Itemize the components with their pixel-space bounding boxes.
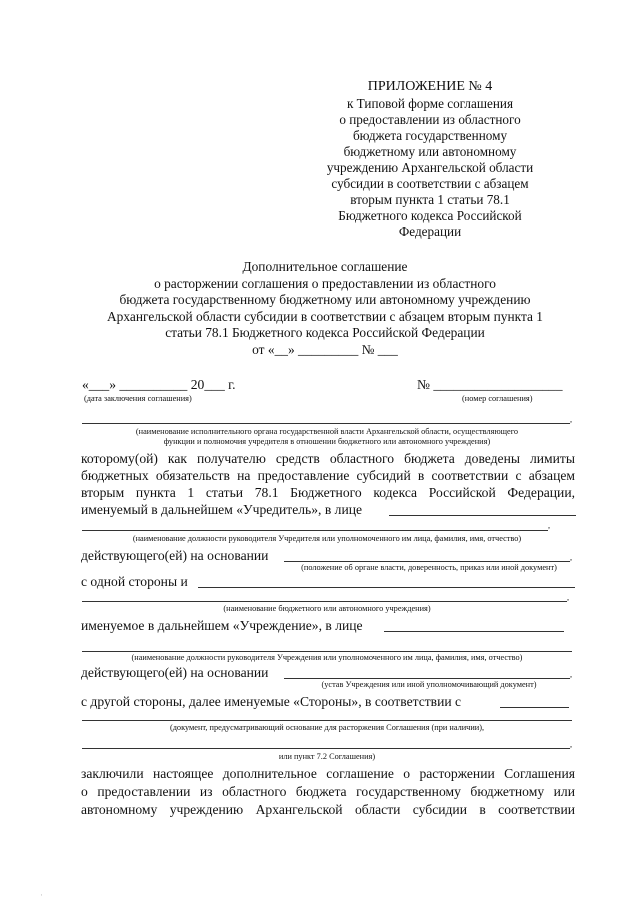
institution-name-note: (наименование бюджетного или автономного учреждения) [223,604,431,613]
institution-name-line [82,601,567,602]
founder-name-line [82,423,570,424]
founder-basis-note: (положение об органе власти, доверенность, приказ или иной документ) [301,563,557,572]
title-line: статьи 78.1 Бюджетного кодекса Российской Федерации [165,325,485,340]
conclusion-line: автономному учреждению Архангельской области субсидии в соответствии [81,802,575,817]
title-line: бюджета государственному бюджетному или автономному учреждению [119,292,531,307]
other-side-text: с другой стороны, далее именуемые «Стороны», в соответствии с [81,694,462,709]
appendix-line: субсидии в соответствии с абзацем [331,176,529,191]
appendix-line: бюджетному или автономному [343,144,517,159]
clause-line [82,748,570,749]
agreement-number-field: № ___________________ [417,377,563,392]
institution-head-note: (наименование должности руководителя Учреждения или уполномоченного им лица, фамилия, имя, отчество) [131,653,523,662]
appendix-title: ПРИЛОЖЕНИЕ № 4 [367,79,493,94]
appendix-line: учреждению Архангельской области [326,160,534,175]
date-note: (дата заключения соглашения) [84,394,192,403]
appendix-header [300,78,560,240]
appendix-line: о предоставлении из областного [339,112,521,127]
conclusion-line: заключили настоящее дополнительное соглашение о расторжении Соглашения [81,766,575,781]
basis-document-line [82,720,572,721]
basis-document-note: (документ, предусматривающий основание для расторжения Соглашения (при наличии), [169,723,485,732]
appendix-line: Федерации [398,224,462,239]
institution-basis-note: (устав Учреждения или иной уполномочивающий документ) [321,680,537,689]
appendix-line: вторым пункта 1 статьи 78.1 [350,192,510,207]
document-title [80,259,570,358]
agreement-date-field: «___» __________ 20___ г. [82,377,236,392]
appendix-line: Бюджетного кодекса Российской [338,208,522,223]
title-line: Дополнительное соглашение [242,259,408,274]
founder-acting-text: действующего(ей) на основании [81,548,269,563]
title-line: о расторжении соглашения о предоставлении из областного [154,275,496,291]
scan-mark: · [40,890,43,900]
founder-paragraph-line: бюджетных обязательств на предоставление субсидий в соответствии с абзацем [81,468,575,483]
founder-head-line [82,530,548,531]
institution-named-text: именуемое в дальнейшем «Учреждение», в лице [81,618,363,633]
founder-note: (наименование исполнительного органа государственной власти Архангельской области, осуществляющего функции и полномочия учредителя в отношении бюджетного или автономного учреждения) [135,427,519,446]
founder-paragraph-line: которому(ой) как получателю средств областного бюджета доведены лимиты [81,451,575,466]
conclusion-line: о предоставлении из областного бюджета государственному бюджетному или [81,784,575,799]
founder-head-note: (наименование должности руководителя Учредителя или уполномоченного им лица, фамилия, имя, отчество) [132,534,522,543]
title-line: Архангельской области субсидии в соответствии с абзацем вторым пункта 1 [107,308,543,324]
institution-head-line [82,651,572,652]
founder-paragraph-line: вторым пункта 1 статьи 78.1 Бюджетного кодекса Российской Федерации, [81,485,575,500]
appendix-line: бюджета государственному [352,128,508,143]
number-note: (номер соглашения) [462,394,533,403]
title-date-line: от «__» _________ № ___ [252,341,398,357]
institution-acting-text: действующего(ей) на основании [81,665,269,680]
appendix-line: к Типовой форме соглашения [346,96,514,111]
one-side-text: с одной стороны и [81,574,188,589]
clause-note: или пункт 7.2 Соглашения) [278,752,376,761]
document-page: ПРИЛОЖЕНИЕ № 4 к Типовой форме соглашения о предоставлении из областного бюджета государственному бюджетному или автономному учреждению Архангельской области субсидии в соответствии с абзацем вторым пункта 1 статьи 78.1 Бюджетного кодекса Российской Федерации Дополнительное соглашение о расторжении соглашения о предоставлении из областного бюджета государственному бюджетному или автономному учреждению Архангельской области субсидии в соответствии с абзацем вторым пункта 1 статьи 78.1 Бюджетного кодекса Российской Федерации от «__» _________ № ___ «___» __________ 20___ г. № ___________________ (дата заключения соглашения) (номер соглашения) , (наименование исполнительного органа государственной власти Архангельской области, осуществляющего функции и полномочия учредителя в отношении бюджетного или автономного учреждения) которому(ой) как получателю средств областного бюджета доведены лимиты бюджетных обязательств на предоставление субсидий в соответствии с абзацем вторым пункта 1 статьи 78.1 Бюджетного кодекса Российской Федерации, именуемый в дальнейшем «Учредитель», в лице , (наименование должности руководителя Учредителя или уполномоченного им лица, фамилия, имя, отчество) действующего(ей) на основании , (положение об органе власти, доверенность, приказ или иной документ) с одной стороны и , (наименование бюджетного или автономного учреждения) именуемое в дальнейшем «Учреждение», в лице (наименование должности руководителя Учреждения или уполномоченного им лица, фамилия, имя, отчество) действующего(ей) на основании , (устав Учреждения или иной уполномочивающий документ) с другой стороны, далее именуемые «Стороны», в соответствии с (документ, предусматривающий основание для расторжения Соглашения (при наличии), , или пункт 7.2 Соглашения) заключили настоящее дополнительное соглашение о расторжении Соглашения о предоставлении из областного бюджета государственному бюджетному или автономному учреждению Архангельской области субсидии в соответствии · [40,79,575,900]
founder-named-line: именуемый в дальнейшем «Учредитель», в лице [81,502,363,517]
